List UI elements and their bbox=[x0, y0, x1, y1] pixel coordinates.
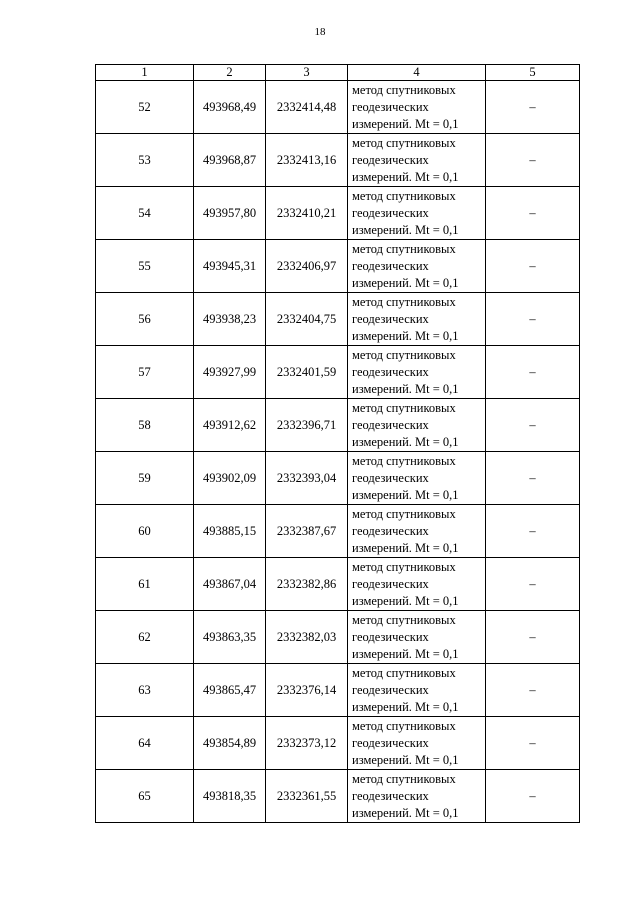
y-coordinate-cell: 2332401,59 bbox=[266, 346, 348, 399]
table-row bbox=[96, 399, 580, 452]
y-coordinate-cell: 2332393,04 bbox=[266, 452, 348, 505]
point-number-cell: 58 bbox=[96, 399, 194, 452]
table-header bbox=[96, 65, 580, 81]
method-cell bbox=[348, 770, 486, 823]
method-line: геодезических bbox=[352, 99, 429, 114]
point-number-cell: 63 bbox=[96, 664, 194, 717]
header-col-3: 3 bbox=[266, 65, 348, 81]
table-row bbox=[96, 346, 580, 399]
method-cell bbox=[348, 611, 486, 664]
header-col-5: 5 bbox=[486, 65, 580, 81]
x-coordinate-cell: 493865,47 bbox=[194, 664, 266, 717]
y-coordinate-cell: 2332373,12 bbox=[266, 717, 348, 770]
method-line: измерений. Mt = 0,1 bbox=[352, 540, 459, 555]
method-line: метод спутниковых bbox=[352, 188, 456, 203]
point-number-cell: 55 bbox=[96, 240, 194, 293]
method-line: метод спутниковых bbox=[352, 612, 456, 627]
y-coordinate-cell: 2332376,14 bbox=[266, 664, 348, 717]
method-cell bbox=[348, 293, 486, 346]
method-line: метод спутниковых bbox=[352, 82, 456, 97]
note-cell: – bbox=[486, 293, 580, 346]
note-cell: – bbox=[486, 558, 580, 611]
x-coordinate-cell: 493927,99 bbox=[194, 346, 266, 399]
method-line: метод спутниковых bbox=[352, 559, 456, 574]
method-line: измерений. Mt = 0,1 bbox=[352, 328, 459, 343]
method-line: измерений. Mt = 0,1 bbox=[352, 646, 459, 661]
method-line: геодезических bbox=[352, 788, 429, 803]
point-number-cell: 61 bbox=[96, 558, 194, 611]
method-line: метод спутниковых bbox=[352, 400, 456, 415]
x-coordinate-cell: 493885,15 bbox=[194, 505, 266, 558]
y-coordinate-cell: 2332396,71 bbox=[266, 399, 348, 452]
y-coordinate-cell: 2332413,16 bbox=[266, 134, 348, 187]
x-coordinate-cell: 493902,09 bbox=[194, 452, 266, 505]
note-cell: – bbox=[486, 664, 580, 717]
x-coordinate-cell: 493957,80 bbox=[194, 187, 266, 240]
method-cell bbox=[348, 346, 486, 399]
point-number-cell: 59 bbox=[96, 452, 194, 505]
method-cell bbox=[348, 717, 486, 770]
note-cell: – bbox=[486, 240, 580, 293]
coordinates-table bbox=[95, 64, 580, 823]
y-coordinate-cell: 2332414,48 bbox=[266, 81, 348, 134]
table-row bbox=[96, 240, 580, 293]
header-col-1: 1 bbox=[96, 65, 194, 81]
method-cell bbox=[348, 558, 486, 611]
method-line: измерений. Mt = 0,1 bbox=[352, 487, 459, 502]
table-row bbox=[96, 293, 580, 346]
method-line: геодезических bbox=[352, 152, 429, 167]
method-line: метод спутниковых bbox=[352, 718, 456, 733]
header-col-2: 2 bbox=[194, 65, 266, 81]
y-coordinate-cell: 2332382,03 bbox=[266, 611, 348, 664]
y-coordinate-cell: 2332361,55 bbox=[266, 770, 348, 823]
method-line: геодезических bbox=[352, 258, 429, 273]
page-number: 18 bbox=[314, 26, 326, 38]
method-line: измерений. Mt = 0,1 bbox=[352, 169, 459, 184]
x-coordinate-cell: 493867,04 bbox=[194, 558, 266, 611]
header-row bbox=[96, 65, 580, 81]
method-line: геодезических bbox=[352, 629, 429, 644]
note-cell: – bbox=[486, 399, 580, 452]
note-cell: – bbox=[486, 81, 580, 134]
method-line: измерений. Mt = 0,1 bbox=[352, 222, 459, 237]
point-number-cell: 64 bbox=[96, 717, 194, 770]
method-line: геодезических bbox=[352, 417, 429, 432]
method-line: метод спутниковых bbox=[352, 347, 456, 362]
table-body bbox=[96, 81, 580, 823]
x-coordinate-cell: 493912,62 bbox=[194, 399, 266, 452]
y-coordinate-cell: 2332410,21 bbox=[266, 187, 348, 240]
x-coordinate-cell: 493945,31 bbox=[194, 240, 266, 293]
method-line: геодезических bbox=[352, 523, 429, 538]
method-line: метод спутниковых bbox=[352, 453, 456, 468]
table-row bbox=[96, 81, 580, 134]
table-row bbox=[96, 664, 580, 717]
table-row bbox=[96, 187, 580, 240]
x-coordinate-cell: 493854,89 bbox=[194, 717, 266, 770]
y-coordinate-cell: 2332406,97 bbox=[266, 240, 348, 293]
point-number-cell: 60 bbox=[96, 505, 194, 558]
table-row bbox=[96, 611, 580, 664]
method-cell bbox=[348, 134, 486, 187]
point-number-cell: 52 bbox=[96, 81, 194, 134]
y-coordinate-cell: 2332387,67 bbox=[266, 505, 348, 558]
method-line: измерений. Mt = 0,1 bbox=[352, 434, 459, 449]
point-number-cell: 53 bbox=[96, 134, 194, 187]
point-number-cell: 62 bbox=[96, 611, 194, 664]
note-cell: – bbox=[486, 346, 580, 399]
x-coordinate-cell: 493968,87 bbox=[194, 134, 266, 187]
method-line: измерений. Mt = 0,1 bbox=[352, 275, 459, 290]
note-cell: – bbox=[486, 611, 580, 664]
note-cell: – bbox=[486, 717, 580, 770]
method-line: метод спутниковых bbox=[352, 294, 456, 309]
header-col-4: 4 bbox=[348, 65, 486, 81]
table-row bbox=[96, 134, 580, 187]
method-cell bbox=[348, 452, 486, 505]
note-cell: – bbox=[486, 134, 580, 187]
method-line: геодезических bbox=[352, 470, 429, 485]
method-line: измерений. Mt = 0,1 bbox=[352, 593, 459, 608]
x-coordinate-cell: 493938,23 bbox=[194, 293, 266, 346]
method-cell bbox=[348, 187, 486, 240]
y-coordinate-cell: 2332382,86 bbox=[266, 558, 348, 611]
method-cell bbox=[348, 399, 486, 452]
method-line: геодезических bbox=[352, 311, 429, 326]
method-line: геодезических bbox=[352, 364, 429, 379]
method-line: измерений. Mt = 0,1 bbox=[352, 381, 459, 396]
method-line: измерений. Mt = 0,1 bbox=[352, 116, 459, 131]
point-number-cell: 57 bbox=[96, 346, 194, 399]
table-row bbox=[96, 717, 580, 770]
table-row bbox=[96, 558, 580, 611]
table-row bbox=[96, 452, 580, 505]
x-coordinate-cell: 493818,35 bbox=[194, 770, 266, 823]
method-line: геодезических bbox=[352, 682, 429, 697]
table-row bbox=[96, 505, 580, 558]
point-number-cell: 54 bbox=[96, 187, 194, 240]
method-line: измерений. Mt = 0,1 bbox=[352, 752, 459, 767]
method-cell bbox=[348, 81, 486, 134]
method-line: измерений. Mt = 0,1 bbox=[352, 699, 459, 714]
table-row bbox=[96, 770, 580, 823]
method-line: метод спутниковых bbox=[352, 771, 456, 786]
method-line: геодезических bbox=[352, 576, 429, 591]
method-line: метод спутниковых bbox=[352, 506, 456, 521]
method-line: геодезических bbox=[352, 205, 429, 220]
x-coordinate-cell: 493968,49 bbox=[194, 81, 266, 134]
point-number-cell: 65 bbox=[96, 770, 194, 823]
y-coordinate-cell: 2332404,75 bbox=[266, 293, 348, 346]
method-line: геодезических bbox=[352, 735, 429, 750]
method-cell bbox=[348, 664, 486, 717]
method-line: метод спутниковых bbox=[352, 665, 456, 680]
note-cell: – bbox=[486, 505, 580, 558]
method-cell bbox=[348, 505, 486, 558]
note-cell: – bbox=[486, 187, 580, 240]
method-line: метод спутниковых bbox=[352, 241, 456, 256]
x-coordinate-cell: 493863,35 bbox=[194, 611, 266, 664]
method-line: метод спутниковых bbox=[352, 135, 456, 150]
method-line: измерений. Mt = 0,1 bbox=[352, 805, 459, 820]
point-number-cell: 56 bbox=[96, 293, 194, 346]
note-cell: – bbox=[486, 770, 580, 823]
note-cell: – bbox=[486, 452, 580, 505]
method-cell bbox=[348, 240, 486, 293]
